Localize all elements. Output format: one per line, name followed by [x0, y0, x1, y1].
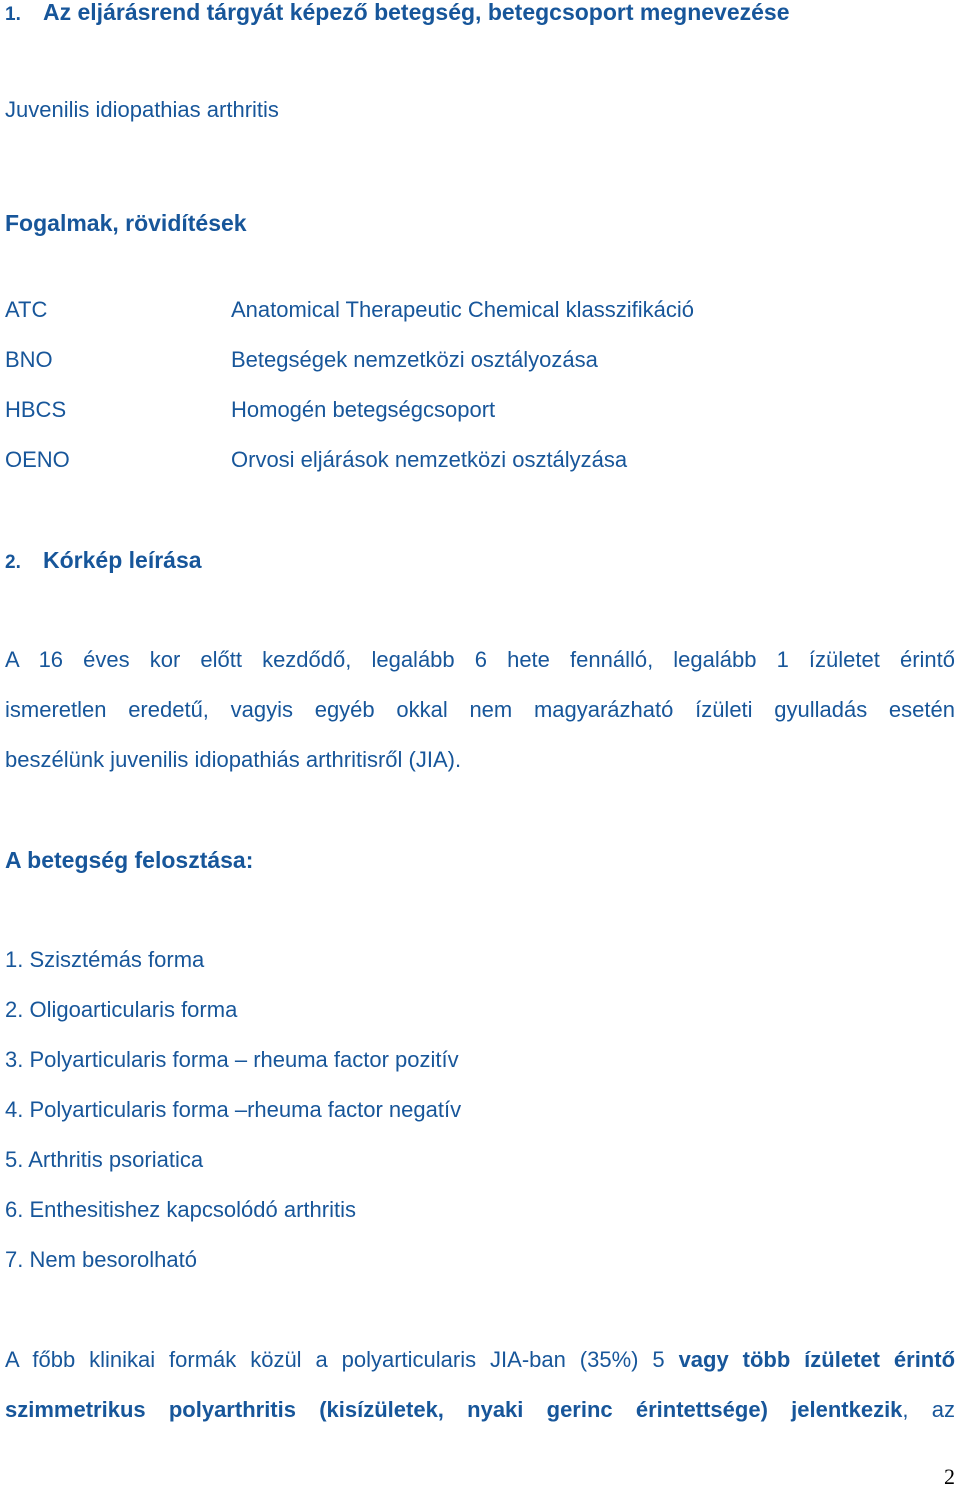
closing-emphasis: vagy több ízületet érintő — [678, 1347, 956, 1372]
abbr-meaning: Homogén betegségcsoport — [231, 397, 496, 422]
list-item: 6. Enthesitishez kapcsolódó arthritis — [5, 1197, 356, 1222]
paragraph-line — [5, 1349, 955, 1371]
abbr-term: BNO — [5, 347, 53, 372]
section-2-number: 2. — [5, 552, 21, 573]
paragraph-line: A 16 éves kor előtt kezdődő, legalább 6 hete fennálló, legalább 1 ízületet érintő — [5, 647, 955, 672]
concepts-heading: Fogalmak, rövidítések — [5, 210, 247, 236]
page-number: 2 — [944, 1464, 955, 1489]
section-1-title: Az eljárásrend tárgyát képező betegség, betegcsoport megnevezése — [43, 0, 790, 25]
list-item: 2. Oligoarticularis forma — [5, 997, 238, 1022]
list-item: 7. Nem besorolható — [5, 1247, 197, 1272]
list-item: 4. Polyarticularis forma –rheuma factor negatív — [5, 1097, 462, 1122]
section-2-title: Kórkép leírása — [43, 547, 202, 573]
section-1-heading — [5, 1, 790, 24]
abbr-meaning: Betegségek nemzetközi osztályozása — [231, 347, 598, 372]
classification-heading: A betegség felosztása: — [5, 847, 254, 873]
paragraph-line: ismeretlen eredetű, vagyis egyéb okkal nem magyarázható ízületi gyulladás esetén — [5, 697, 955, 722]
abbr-meaning: Orvosi eljárások nemzetközi osztályzása — [231, 447, 628, 472]
list-item: 3. Polyarticularis forma – rheuma factor pozitív — [5, 1047, 459, 1072]
disease-name: Juvenilis idiopathias arthritis — [5, 97, 279, 122]
closing-emphasis: szimmetrikus polyarthritis (kisízületek, nyaki gerinc érintettsége) jelentkezik — [5, 1397, 903, 1422]
paragraph-line — [5, 1399, 955, 1421]
closing-text: , az — [902, 1397, 955, 1422]
section-2-heading — [5, 549, 202, 572]
abbr-term: HBCS — [5, 397, 67, 422]
abbr-term: ATC — [5, 297, 48, 322]
list-item: 5. Arthritis psoriatica — [5, 1147, 204, 1172]
paragraph-line: beszélünk juvenilis idiopathiás arthritisről (JIA). — [5, 747, 462, 772]
abbr-term: OENO — [5, 447, 70, 472]
abbr-meaning: Anatomical Therapeutic Chemical klasszifikáció — [231, 297, 695, 322]
closing-text: A főbb klinikai formák közül a polyarticularis JIA-ban (35%) 5 — [5, 1347, 679, 1372]
list-item: 1. Szisztémás forma — [5, 947, 205, 972]
section-1-number: 1. — [5, 4, 21, 25]
